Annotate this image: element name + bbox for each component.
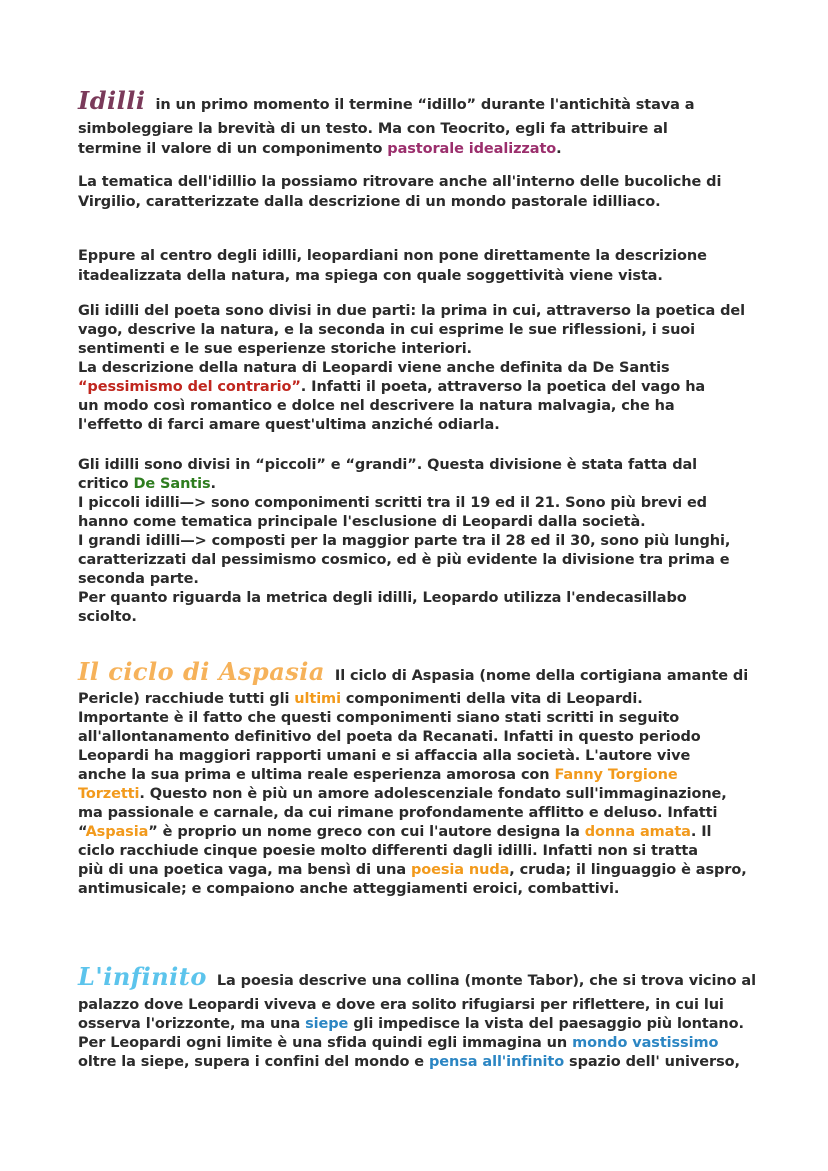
text-line: Per Leopardi ogni limite è una sfida quindi egli immagina un [78, 1035, 573, 1051]
highlight-pastorale-idealizzato: pastorale idealizzato [387, 140, 557, 157]
highlight-donna-amata: donna amata [584, 824, 691, 840]
text-line: vago, descrive la natura, e la seconda in cui esprime le sue riflessioni, i suoi [78, 322, 696, 338]
text-line: . Questo non è più un amore adolescenziale fondato sull'immaginazione, [139, 786, 727, 802]
aspasia-paragraph [78, 658, 758, 899]
text-line: itadealizzata della natura, ma spiega con quale soggettività viene vista. [78, 267, 663, 284]
text-line: in un primo momento il termine “idillo” durante l'antichità stava a [155, 97, 695, 113]
text-line: ” è proprio un nome greco con cui l'autore designa la [148, 824, 585, 840]
idilli-intro-paragraph [78, 86, 758, 159]
text-line: Gli idilli sono divisi in “piccoli” e “grandi”. Questa divisione è stata fatta dal [78, 457, 698, 473]
text-line: Eppure al centro degli idilli, leopardiani non pone direttamente la descrizione [78, 248, 707, 264]
text-line: gli impedisce la vista del paesaggio più lontano. [348, 1016, 744, 1032]
text-line: seconda parte. [78, 571, 199, 587]
idilli-parti-paragraph [78, 302, 758, 435]
highlight-fanny-torgione: Fanny Torgione [554, 767, 678, 783]
text-line: osserva l'orizzonte, ma una [78, 1016, 306, 1032]
text-line: sentimenti e le sue esperienze storiche interiori. [78, 341, 472, 357]
highlight-aspasia: Aspasia [85, 824, 149, 840]
idilli-bucoliche-paragraph [78, 173, 758, 212]
text-line: caratterizzati dal pessimismo cosmico, ed è più evidente la divisione tra prima e [78, 552, 730, 568]
text-line: simboleggiare la brevità di un testo. Ma con Teocrito, egli fa attribuire al [78, 121, 668, 137]
text-line: sciolto. [78, 609, 137, 625]
text-punct: . [210, 476, 216, 492]
text-line: . Il [690, 824, 712, 840]
text-line: componimenti della vita di Leopardi. [340, 691, 643, 707]
text-line: l'effetto di farci amare quest'ultima anziché odiarla. [78, 417, 500, 433]
text-punct: . [556, 140, 562, 157]
text-line: . Infatti il poeta, attraverso la poetica del vago ha [300, 379, 706, 395]
text-line: La descrizione della natura di Leopardi viene anche definita da De Santis [78, 360, 670, 376]
idilli-heading: Idilli [78, 86, 146, 115]
text-punct: “ [78, 824, 86, 840]
text-line: Leopardi ha maggiori rapporti umani e si affaccia alla società. L'autore vive [78, 748, 691, 764]
text-line: palazzo dove Leopardi viveva e dove era solito rifugiarsi per riflettere, in cui lui [78, 997, 724, 1013]
text-line: termine il valore di un componimento [78, 140, 388, 157]
highlight-ultimi: ultimi [294, 691, 341, 707]
text-line: Gli idilli del poeta sono divisi in due parti: la prima in cui, attraverso la poetica del [78, 303, 745, 319]
highlight-mondo-vastissimo: mondo vastissimo [572, 1035, 719, 1051]
text-line: più di una poetica vaga, ma bensì di una [78, 862, 411, 878]
text-line: La poesia descrive una collina (monte Tabor), che si trova vicino al [216, 973, 756, 989]
text-line: Virgilio, caratterizzate dalla descrizione di un mondo pastorale idilliaco. [78, 193, 661, 210]
text-line: critico [78, 476, 134, 492]
text-line: anche la sua prima e ultima reale esperienza amorosa con [78, 767, 555, 783]
text-line: hanno come tematica principale l'esclusione di Leopardi dalla società. [78, 514, 646, 530]
text-line: Per quanto riguarda la metrica degli idilli, Leopardo utilizza l'endecasillabo [78, 590, 687, 606]
idilli-divisione-paragraph [78, 456, 758, 627]
infinito-heading: L'infinito [78, 962, 207, 991]
text-line: ciclo racchiude cinque poesie molto differenti dagli idilli. Infatti non si tratta [78, 843, 698, 859]
highlight-torzetti: Torzetti [78, 786, 140, 802]
text-line: un modo così romantico e dolce nel descrivere la natura malvagia, che ha [78, 398, 675, 414]
highlight-poesia-nuda: poesia nuda [410, 862, 510, 878]
text-line: , cruda; il linguaggio è aspro, [509, 862, 747, 878]
text-line: oltre la siepe, supera i confini del mondo e [78, 1054, 429, 1070]
text-line: Importante è il fatto che questi componimenti siano stati scritti in seguito [78, 710, 680, 726]
text-line: La tematica dell'idillio la possiamo ritrovare anche all'interno delle bucoliche di [78, 174, 722, 190]
text-line: antimusicale; e compaiono anche atteggiamenti eroici, combattivi. [78, 881, 620, 897]
text-line: I piccoli idilli—> sono componimenti scritti tra il 19 ed il 21. Sono più brevi ed [78, 495, 707, 511]
text-line: Il ciclo di Aspasia (nome della cortigiana amante di [334, 668, 749, 684]
idilli-natura-paragraph [78, 247, 758, 286]
text-line: Pericle) racchiude tutti gli [78, 691, 295, 707]
text-line: ma passionale e carnale, da cui rimane profondamente afflitto e deluso. Infatti [78, 805, 718, 821]
aspasia-heading: Il ciclo di Aspasia [78, 657, 325, 686]
text-line: spazio dell' universo, [564, 1054, 740, 1070]
highlight-pensa-all-infinito: pensa all'infinito [428, 1054, 565, 1070]
highlight-pessimismo-del-contrario: “pessimismo del contrario” [78, 379, 301, 395]
infinito-paragraph [78, 962, 758, 1072]
text-line: all'allontanamento definitivo del poeta da Recanati. Infatti in questo periodo [78, 729, 701, 745]
text-line: I grandi idilli—> composti per la maggior parte tra il 28 ed il 30, sono più lunghi, [78, 533, 731, 549]
highlight-siepe: siepe [305, 1016, 349, 1032]
highlight-de-santis: De Santis [133, 476, 211, 492]
